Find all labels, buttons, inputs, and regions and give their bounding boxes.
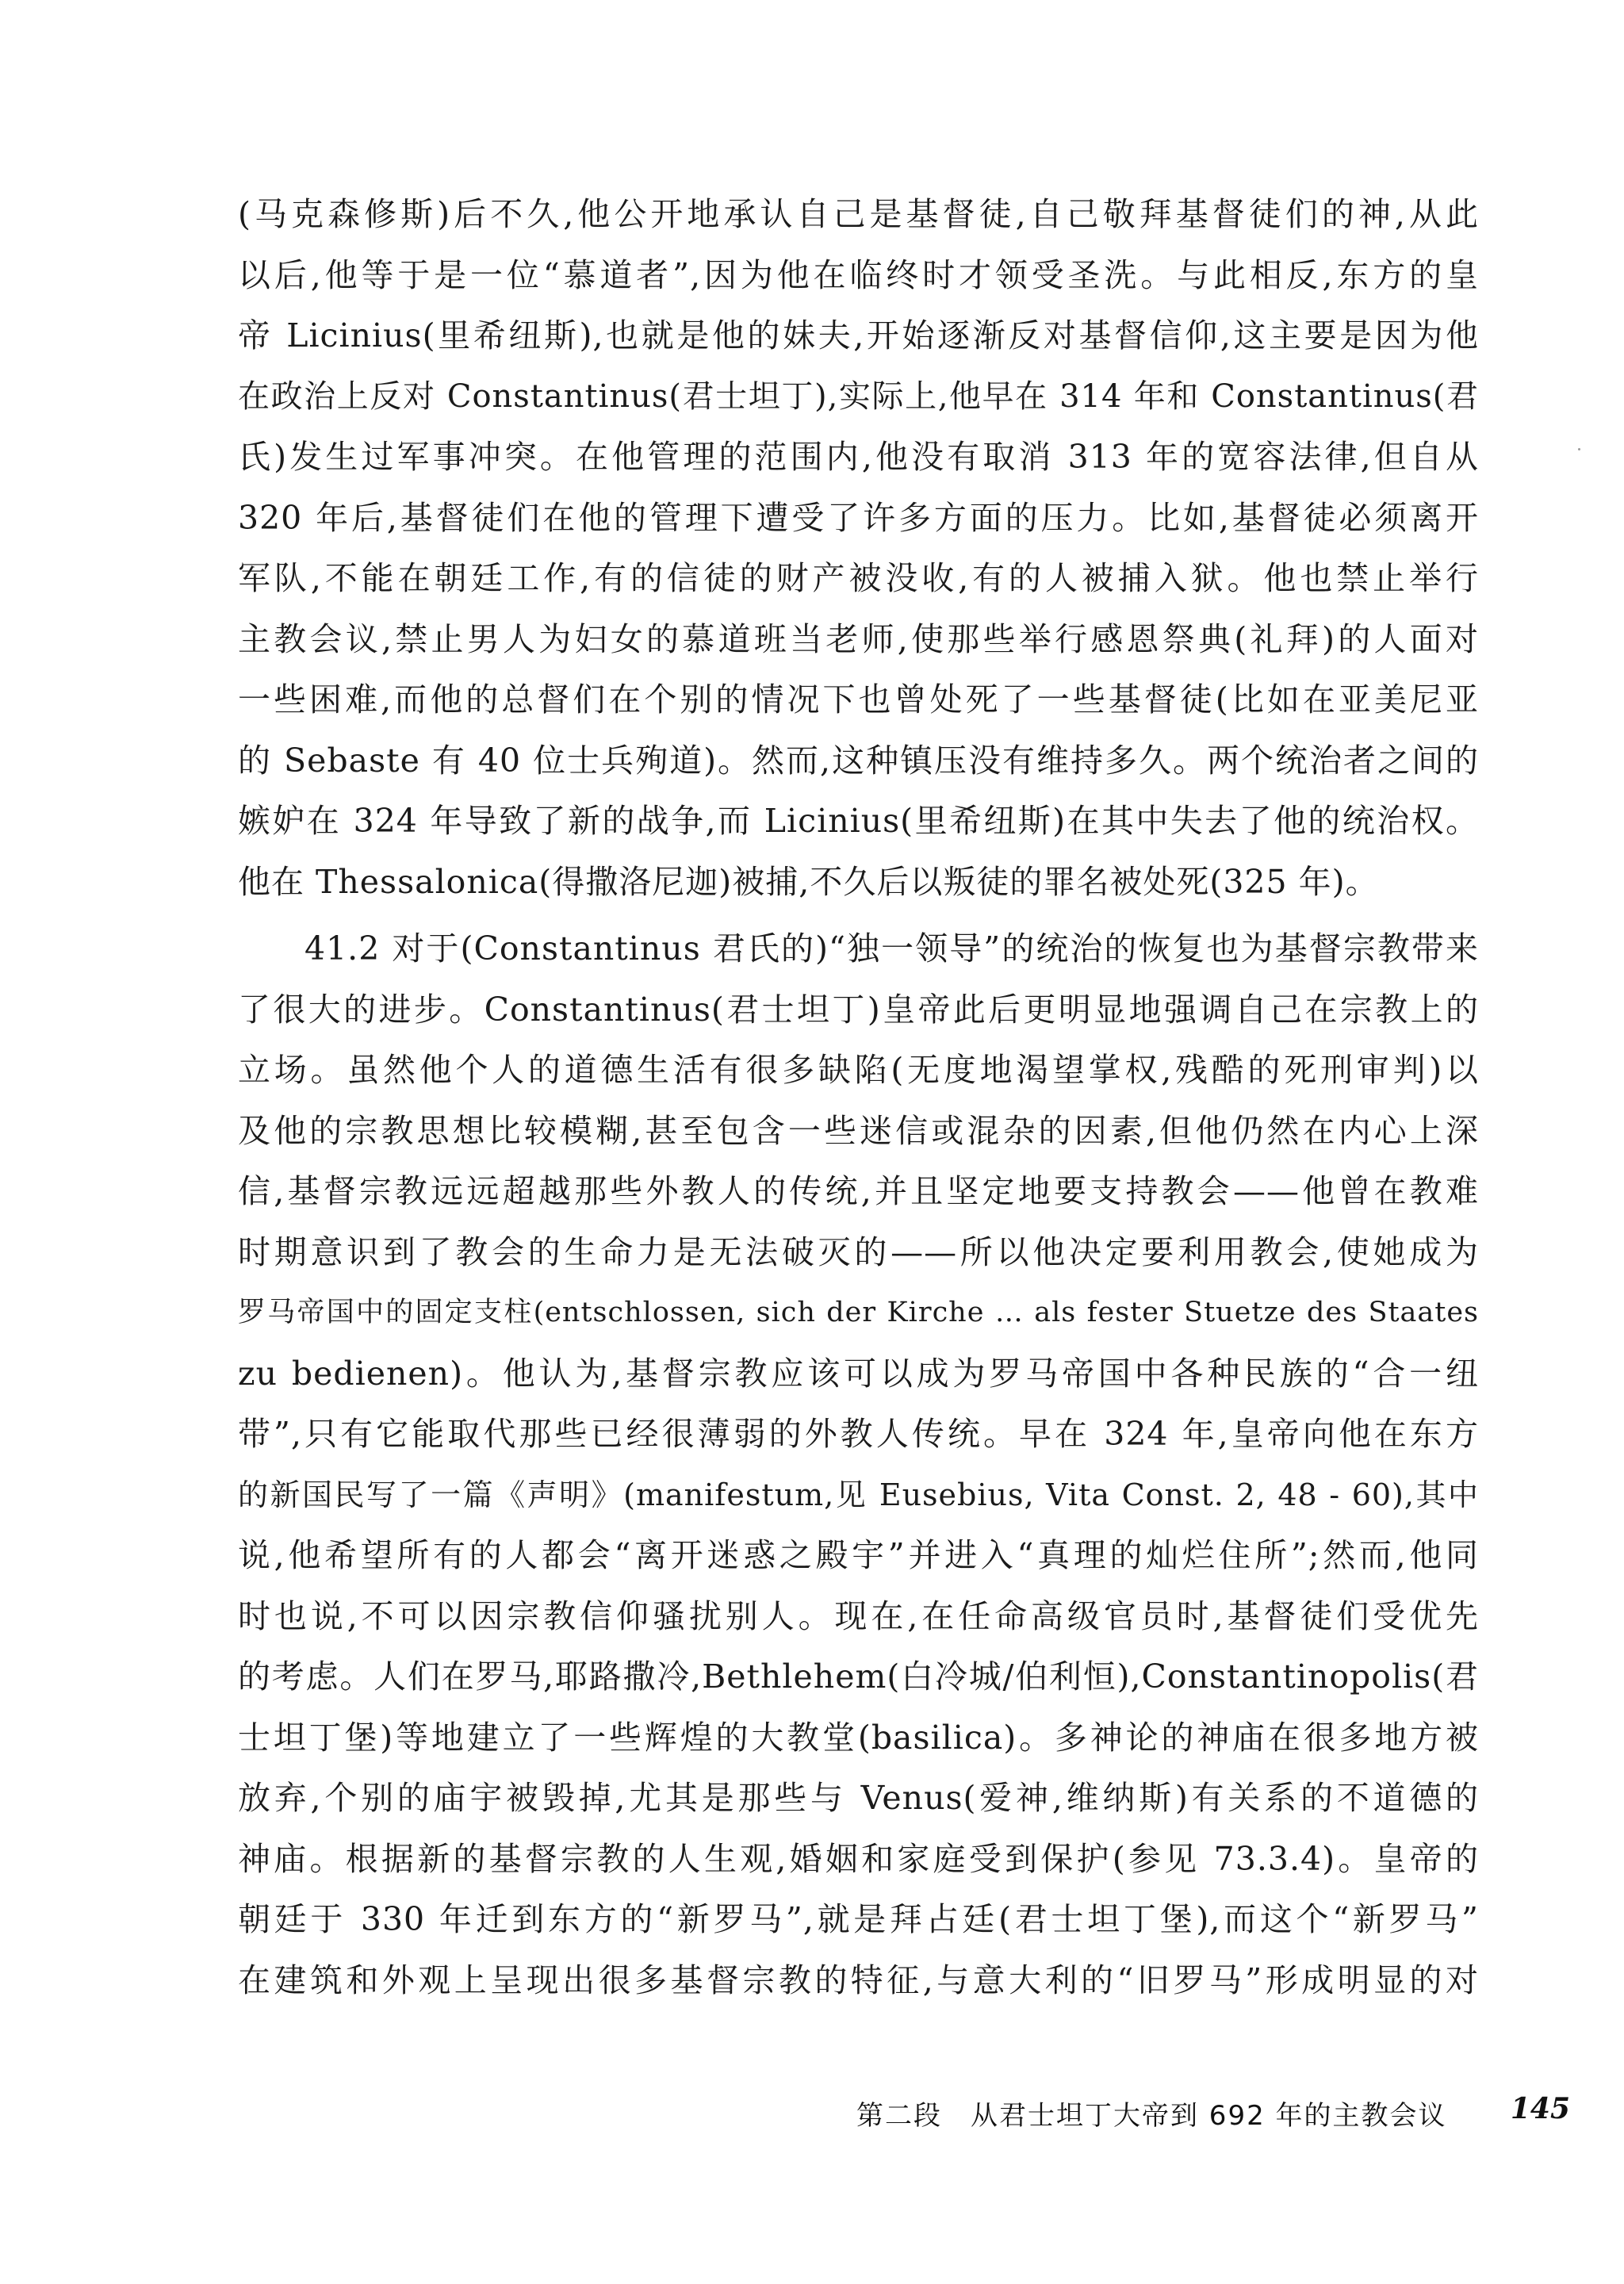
text-line: 他在 Thessalonica(得撒洛尼迦)被捕,不久后以叛徒的罪名被处死(325 年)。 (238, 862, 1379, 901)
text-line: 时期意识到了教会的生命力是无法破灭的——所以他决定要利用教会,使她成为 (238, 1232, 1479, 1271)
text-line: 军队,不能在朝廷工作,有的信徒的财产被没收,有的人被捕入狱。他也禁止举行 (238, 559, 1479, 597)
text-line: (马克森修斯)后不久,他公开地承认自己是基督徒,自己敬拜基督徒们的神,从此 (238, 195, 1479, 233)
text-line: zu bedienen)。他认为,基督宗教应该可以成为罗马帝国中各种民族的“合一纽 (238, 1354, 1479, 1393)
text-line: 主教会议,禁止男人为妇女的慕道班当老师,使那些举行感恩祭典(礼拜)的人面对 (238, 619, 1479, 658)
text-line: 及他的宗教思想比较模糊,甚至包含一些迷信或混杂的因素,但他仍然在内心上深 (238, 1111, 1479, 1150)
text-line: 的考虑。人们在罗马,耶路撒冷,Bethlehem(白冷城/伯利恒),Constantinopolis(君 (238, 1657, 1479, 1696)
text-line: 罗马帝国中的固定支柱(entschlossen, sich der Kirche … als fester Stuetze des Staates (238, 1297, 1479, 1328)
text-line: 了很大的进步。Constantinus(君士坦丁)皇帝此后更明显地强调自己在宗教上的 (238, 990, 1479, 1029)
text-line: 的新国民写了一篇《声明》(manifestum,见 Eusebius, Vita Const. 2, 48 - 60),其中 (238, 1477, 1479, 1512)
scan-speck (1578, 448, 1580, 450)
text-line: 氏)发生过军事冲突。在他管理的范围内,他没有取消 313 年的宽容法律,但自从 (238, 438, 1479, 476)
text-line: 帝 Licinius(里希纽斯),也就是他的妹夫,开始逐渐反对基督信仰,这主要是因为他 (238, 316, 1479, 354)
text-line: 嫉妒在 324 年导致了新的战争,而 Licinius(里希纽斯)在其中失去了他的统治权。 (238, 802, 1479, 840)
text-line: 在建筑和外观上呈现出很多基督宗教的特征,与意大利的“旧罗马”形成明显的对 (238, 1960, 1479, 1999)
text-line: 以后,他等于是一位“慕道者”,因为他在临终时才领受圣洗。与此相反,东方的皇 (238, 255, 1479, 294)
running-footer (856, 2094, 1570, 2133)
text-line: 神庙。根据新的基督宗教的人生观,婚姻和家庭受到保护(参见 73.3.4)。皇帝的 (238, 1839, 1479, 1878)
text-line: 时也说,不可以因宗教信仰骚扰别人。现在,在任命高级官员时,基督徒们受优先 (238, 1596, 1479, 1635)
paragraph-start-line: 41.2 对于(Constantinus 君氏的)“独一领导”的统治的恢复也为基督宗教带来 (304, 929, 1479, 968)
text-line: 立场。虽然他个人的道德生活有很多缺陷(无度地渴望掌权,残酷的死刑审判)以 (238, 1051, 1479, 1089)
page-number: 145 (1510, 2092, 1570, 2125)
body-text (238, 184, 1479, 2010)
text-line: 320 年后,基督徒们在他的管理下遭受了许多方面的压力。比如,基督徒必须离开 (238, 498, 1479, 537)
text-line: 一些困难,而他的总督们在个别的情况下也曾处死了一些基督徒(比如在亚美尼亚 (238, 680, 1479, 719)
text-line: 朝廷于 330 年迁到东方的“新罗马”,就是拜占廷(君士坦丁堡),而这个“新罗马” (238, 1900, 1479, 1938)
text-line: 信,基督宗教远远超越那些外教人的传统,并且坚定地要支持教会——他曾在教难 (238, 1172, 1479, 1210)
section-title: 第二段 从君士坦丁大帝到 692 年的主教会议 (856, 2100, 1447, 2132)
text-line: 在政治上反对 Constantinus(君士坦丁),实际上,他早在 314 年和 Constantinus(君 (238, 377, 1479, 415)
text-line: 士坦丁堡)等地建立了一些辉煌的大教堂(basilica)。多神论的神庙在很多地方被 (238, 1718, 1479, 1757)
text-line: 放弃,个别的庙宇被毁掉,尤其是那些与 Venus(爱神,维纳斯)有关系的不道德的 (238, 1779, 1479, 1817)
text-line: 说,他希望所有的人都会“离开迷惑之殿宇”并进入“真理的灿烂住所”;然而,他同 (238, 1536, 1479, 1574)
text-line: 的 Sebaste 有 40 位士兵殉道)。然而,这种镇压没有维持多久。两个统治者之间的 (238, 741, 1479, 780)
text-line: 带”,只有它能取代那些已经很薄弱的外教人传统。早在 324 年,皇帝向他在东方 (238, 1415, 1479, 1453)
